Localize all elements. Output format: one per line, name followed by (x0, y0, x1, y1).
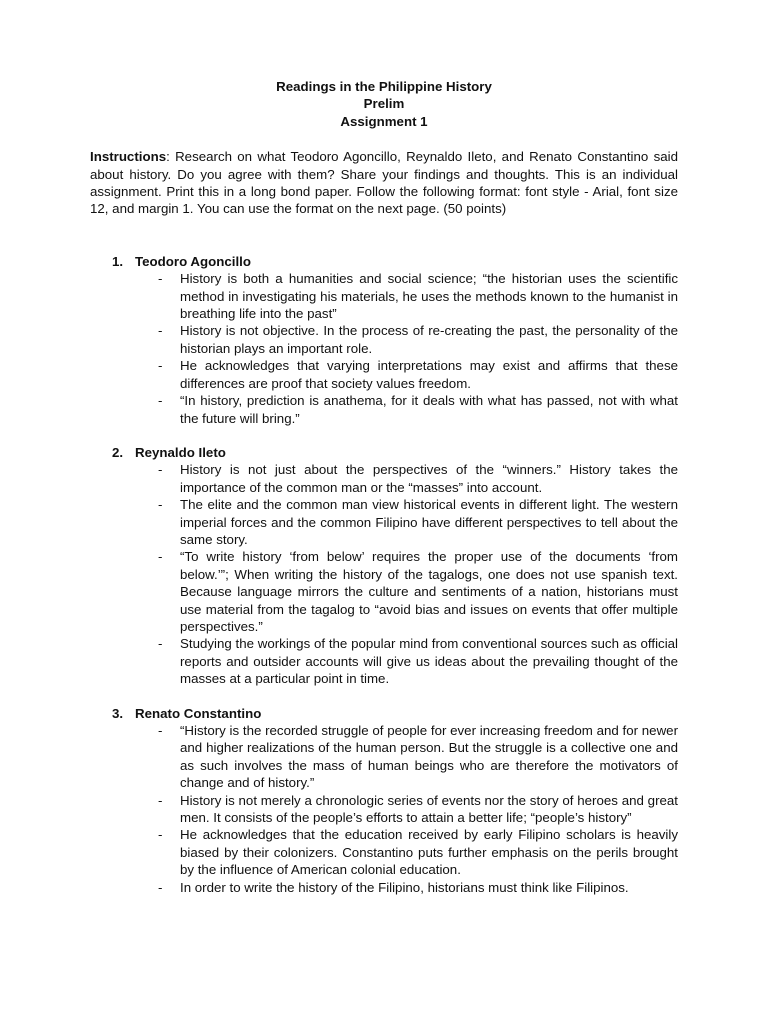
bullet-list (90, 461, 678, 687)
bullet-dash: - (158, 827, 163, 843)
section-heading: Teodoro Agoncillo (135, 253, 251, 269)
bullet-text: He acknowledges that varying interpretations may exist and affirms that these differences are proof that society values freedom. (180, 358, 678, 391)
bullet-dash: - (158, 271, 163, 287)
bullet-list (90, 722, 678, 896)
bullet-item (90, 792, 678, 827)
bullet-text: “To write history ‘from below’ requires the proper use of the documents ‘from below.’”; When writing the history of the tagalogs, one does not use spanish text. Because language mirrors the culture and sentiments of a nation, historians must use material from the tagalog to “avoid bias and issues on events that offer multiple perspectives.” (180, 549, 678, 634)
bullet-dash: - (158, 323, 163, 339)
section-heading: Reynaldo Ileto (135, 444, 226, 460)
bullet-text: Studying the workings of the popular mind from conventional sources such as official reports and outsider accounts will give us ideas about the prevailing thought of the masses at a particular point in time. (180, 636, 678, 687)
section-constantino (90, 705, 678, 896)
bullet-text: History is not just about the perspectives of the “winners.” History takes the importance of the common man or the “masses” into account. (180, 462, 678, 495)
bullet-list (90, 270, 678, 427)
bullet-item (90, 826, 678, 878)
bullet-dash: - (158, 723, 163, 738)
bullet-item (90, 496, 678, 548)
document-subtitle: Prelim (363, 96, 405, 112)
bullet-dash: - (158, 879, 163, 895)
section-ileto (90, 444, 678, 688)
section-number: 2. (112, 444, 124, 460)
sections-list (90, 253, 678, 896)
bullet-text: He acknowledges that the education received by early Filipino scholars is heavily biased by their colonizers. Constantino puts further emphasis on the perils brought by the influence of American colonial education. (180, 827, 678, 878)
bullet-text: History is both a humanities and social science; “the historian uses the scientific method in investigating his materials, he uses the methods known to the humanist in breathing life into the past” (180, 271, 678, 322)
bullet-dash: - (158, 358, 163, 374)
bullet-item (90, 635, 678, 687)
bullet-dash: - (158, 393, 163, 409)
instructions-text: : Research on what Teodoro Agoncillo, Reynaldo Ileto, and Renato Constantino said about history. Do you agree with them? Share your findings and thoughts. This is an individual assignment. Print this in a long bond paper. Follow the following format: font style - Arial, font size 12, and margin 1. You can use the format on the next page. (50 points) (90, 149, 678, 217)
section-agoncillo (90, 253, 678, 427)
bullet-dash: - (158, 462, 163, 478)
title-block (90, 78, 678, 130)
instructions-paragraph (90, 148, 678, 218)
bullet-text: History is not merely a chronologic series of events nor the story of heroes and great men. It consists of the people’s efforts to attain a better life; “people’s history” (180, 792, 678, 826)
bullet-item (90, 722, 678, 792)
bullet-item (90, 879, 678, 896)
section-number: 1. (112, 253, 124, 269)
section-heading: Renato Constantino (135, 705, 262, 721)
bullet-item (90, 322, 678, 357)
bullet-item (90, 548, 678, 635)
bullet-item (90, 270, 678, 322)
bullet-item (90, 461, 678, 496)
bullet-item (90, 392, 678, 427)
bullet-dash: - (158, 497, 163, 513)
bullet-dash: - (158, 549, 163, 565)
bullet-text: “History is the recorded struggle of people for ever increasing freedom and for newer and higher realizations of the human person. But the struggle is a collective one and as such involves the mass of human beings who are therefore the motivators of change and of history.” (180, 723, 678, 791)
bullet-dash: - (158, 792, 163, 808)
assignment-label: Assignment 1 (340, 113, 428, 129)
bullet-dash: - (158, 636, 163, 652)
section-number: 3. (112, 705, 124, 721)
bullet-text: The elite and the common man view historical events in different light. The western imperial forces and the common Filipino have different perspectives to tell about the same story. (180, 497, 678, 547)
bullet-text: In order to write the history of the Filipino, historians must think like Filipinos. (180, 879, 629, 895)
bullet-text: “In history, prediction is anathema, for it deals with what has passed, not with what the future will bring.” (180, 393, 678, 426)
instructions-label: Instructions (90, 149, 167, 165)
bullet-text: History is not objective. In the process of re-creating the past, the personality of the historian plays an important role. (180, 323, 678, 356)
bullet-item (90, 357, 678, 392)
document-title: Readings in the Philippine History (276, 79, 492, 94)
